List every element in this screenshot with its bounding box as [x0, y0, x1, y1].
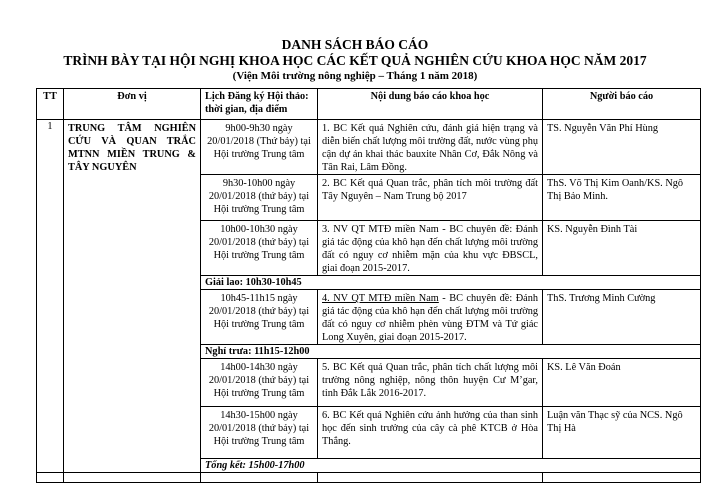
- row-number: 1: [37, 120, 64, 473]
- report-schedule-table: [36, 88, 701, 483]
- session-time: 9h30-10h00 ngày 20/01/2018 (thứ bảy) tại Hội trường Trung tâm: [201, 175, 318, 221]
- lunch-break: Nghỉ trưa: 11h15-12h00: [201, 345, 701, 359]
- document-date-line: (Viện Môi trường nông nghiệp – Tháng 1 năm 2018): [232, 70, 478, 82]
- coffee-break: Giải lao: 10h30-10h45: [201, 276, 701, 290]
- empty-cell: [543, 473, 701, 483]
- table-header-row: [37, 89, 701, 120]
- header-content: Nội dung báo cáo khoa học: [318, 89, 543, 120]
- session-reporter: Luận văn Thạc sỹ của NCS. Ngô Thị Hà: [543, 407, 701, 459]
- session-content: 2. BC Kết quả Quan trắc, phân tích môi trường đất Tây Nguyên – Nam Trung bộ 2017: [318, 175, 543, 221]
- table-row: [37, 120, 701, 175]
- session-time: 10h00-10h30 ngày 20/01/2018 (thứ bảy) tại Hội trường Trung tâm: [201, 221, 318, 276]
- document-subtitle: TRÌNH BÀY TẠI HỘI NGHỊ KHOA HỌC CÁC KẾT QUẢ NGHIÊN CỨU KHOA HỌC NĂM 2017: [63, 53, 647, 68]
- document-title: DANH SÁCH BÁO CÁO: [281, 37, 429, 52]
- session-time: 14h00-14h30 ngày 20/01/2018 (thứ bảy) tại Hội trường Trung tâm: [201, 359, 318, 407]
- session-content: 3. NV QT MTĐ miền Nam - BC chuyên đề: Đánh giá tác động của khô hạn đến chất lượng môi trường đất có nguy cơ nhiễm mặn của khu vực ĐBSCL, giai đoạn 2015-2017.: [318, 221, 543, 276]
- session-reporter: KS. Lê Văn Đoán: [543, 359, 701, 407]
- header-reporter: Người báo cáo: [543, 89, 701, 120]
- header-time: Lịch Đăng ký Hội thảo: thời gian, địa điểm: [201, 89, 318, 120]
- session-content: 1. BC Kết quả Nghiên cứu, đánh giá hiện trạng và diễn biến chất lượng môi trường đất, nước vùng phụ cận dự án khai thác bauxite Nhân Cơ, Đắk Nông và Tân Rai, Lâm Đồng.: [318, 120, 543, 175]
- session-content: [318, 290, 543, 345]
- empty-row: [37, 473, 701, 483]
- session-reporter: ThS. Võ Thị Kim Oanh/KS. Ngô Thị Bảo Minh.: [543, 175, 701, 221]
- closing-summary: Tổng kết: 15h00-17h00: [201, 459, 701, 473]
- session-time: 14h30-15h00 ngày 20/01/2018 (thứ bảy) tại Hội trường Trung tâm: [201, 407, 318, 459]
- empty-cell: [201, 473, 318, 483]
- empty-cell: [64, 473, 201, 483]
- header-unit: Đơn vị: [64, 89, 201, 120]
- unit-name: TRUNG TÂM NGHIÊN CỨU VÀ QUAN TRẮC MTNN MIỀN TRUNG & TÂY NGUYÊN: [64, 120, 201, 473]
- session-time: 10h45-11h15 ngày 20/01/2018 (thứ bảy) tại Hội trường Trung tâm: [201, 290, 318, 345]
- empty-cell: [318, 473, 543, 483]
- session-reporter: ThS. Trương Minh Cường: [543, 290, 701, 345]
- session-content-underlined: 4. NV QT MTĐ miền Nam: [322, 293, 439, 304]
- session-reporter: KS. Nguyễn Đình Tài: [543, 221, 701, 276]
- session-content: 6. BC Kết quả Nghiên cứu ảnh hưởng của than sinh học đến sinh trưởng của cây cà phê KTCB ở Hòa Thắng.: [318, 407, 543, 459]
- header-tt: TT: [37, 89, 64, 120]
- session-reporter: TS. Nguyễn Văn Phí Hùng: [543, 120, 701, 175]
- session-content: 5. BC Kết quả Quan trắc, phân tích chất lượng môi trường nông nghiệp, nông thôn huyện Cư M’gar, tỉnh Đắk Lắk 2016-2017.: [318, 359, 543, 407]
- session-content-rest: - BC chuyên đề: Đánh giá tác động của khô hạn đến chất lượng môi trường đất có nguy cơ nhiễm phèn vùng ĐTM và Tứ giác Long Xuyên, giai đoạn 2015-2017.: [322, 293, 538, 343]
- session-time: 9h00-9h30 ngày 20/01/2018 (Thứ bảy) tại Hội trường Trung tâm: [201, 120, 318, 175]
- empty-cell: [37, 473, 64, 483]
